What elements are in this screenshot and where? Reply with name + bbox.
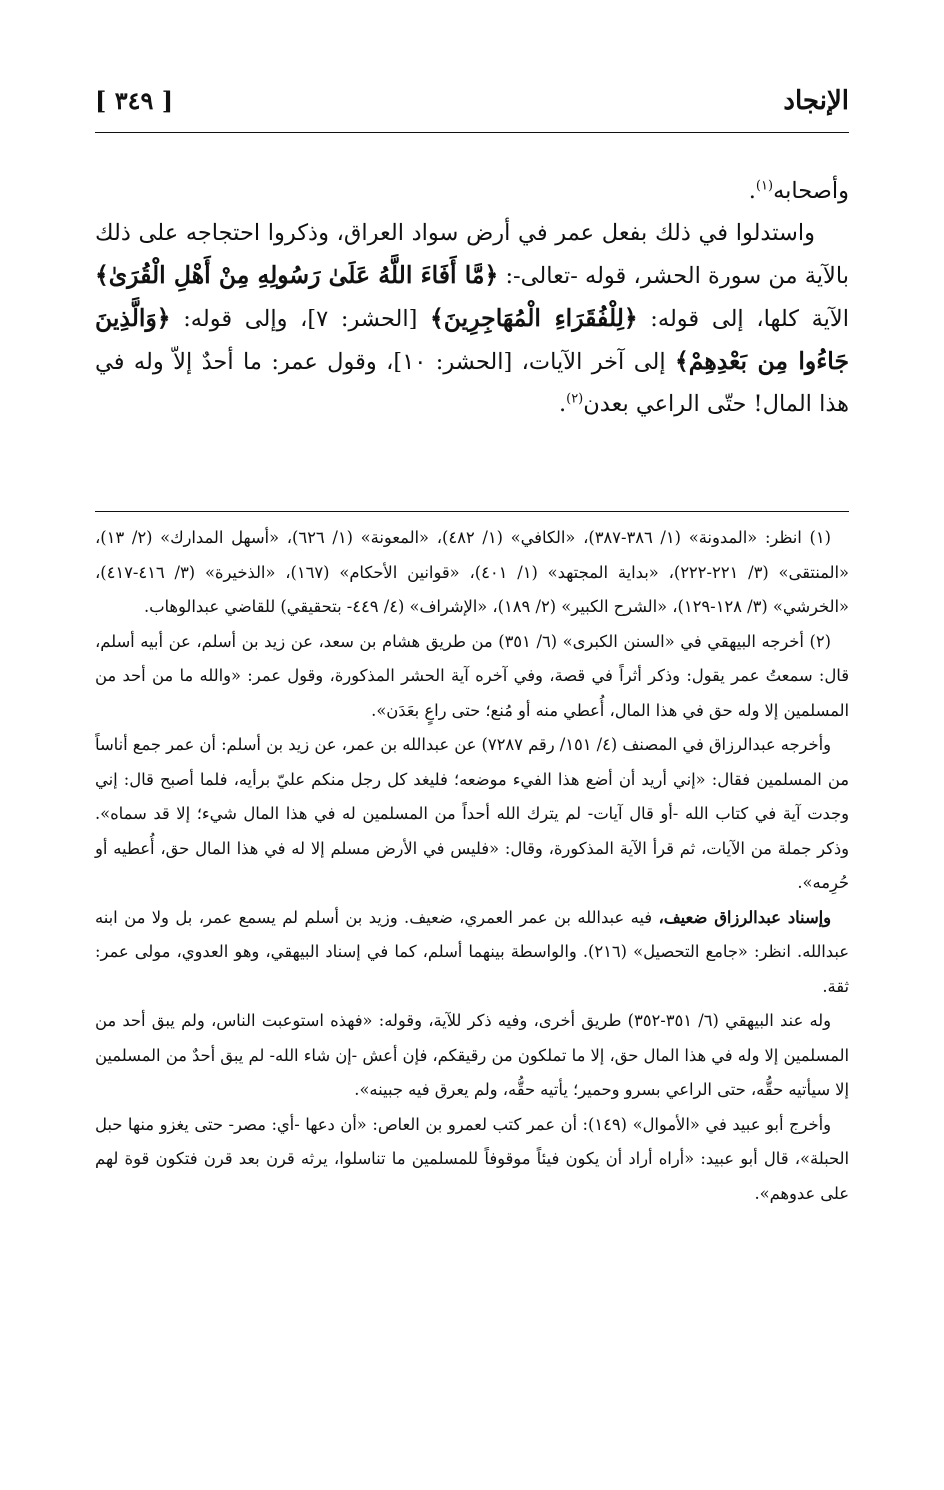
- page-title: الإنجاد: [783, 86, 849, 116]
- main-text-span: .: [558, 391, 567, 417]
- footnote-separator: [95, 511, 849, 512]
- footnote-2-paragraph: وله عند البيهقي (٦/ ٣٥١-٣٥٢) طريق أخرى، وفيه ذكر للآية، وقوله: «فهذه استوعبت الناس، ولم يبق أحد من المسلمين إلا وله في هذا المال حق، إلا ما تملكون من رقيقكم، فإن أعش -إن شاء الله- لم يبق أحدٌ من المسلمين إلا سيأتيه حقُّه، حتى الراعي بسرو وحمير؛ يأتيه حقُّه، ولم يعرق فيه جبينه».: [95, 1011, 849, 1099]
- footnote-2-paragraph: [95, 901, 849, 1005]
- main-paragraph-2: [95, 212, 849, 425]
- main-text-span: [الحشر: ٧]، وإلى قوله:: [170, 306, 430, 332]
- page-number: [ ٣٤٩ ]: [95, 86, 174, 115]
- footnote-2-paragraph: وأخرجه عبدالرزاق في المصنف (٤/ ١٥١/ رقم ٧٢٨٧) عن عبدالله بن عمر، عن زيد بن أسلم: أن عمر جمع أناساً من المسلمين فقال: «إني أريد أن أضع هذا الفيء موضعه؛ فليغد كل رجل منكم عليّ برأيه، فلما أصبح قال: إني وجدت آية في كتاب الله -أو قال آيات- لم يترك الله أحداً من المسلمين له في هذا المال شيء؛ إلا قد سماه». وذكر جملة من الآيات، ثم قرأ الآية المذكورة، وقال: «فليس في الأرض مسلم إلا له في هذا المال حق، أُعطيه أو حُرِمه».: [95, 735, 849, 892]
- main-text-span: واستدلوا في ذلك بفعل عمر في أرض سواد العراق، وذكروا احتجاجه على ذلك بالآية من سورة الحشر، قوله -تعالى-:: [95, 220, 850, 289]
- main-paragraph-1: [95, 170, 849, 212]
- main-text-span: .: [748, 178, 756, 204]
- main-text-span: وأصحابه: [773, 178, 849, 204]
- footnote-1: (١) انظر: «المدونة» (١/ ٣٨٦-٣٨٧)، «الكافي» (١/ ٤٨٢)، «المعونة» (١/ ٦٢٦)، «أسهل المدارك» (٢/ ١٣)، «المنتقى» (٣/ ٢٢١-٢٢٢)، «بداية المجتهد» (١/ ٤٠١)، «قوانين الأحكام» (١٦٧)، «الذخيرة» (٣/ ٤١٦-٤١٧)، «الخرشي» (٣/ ١٢٨-١٢٩)، «الشرح الكبير» (٢/ ١٨٩)، «الإشراف» (٤/ ٤٤٩- بتحقيقي) للقاضي عبدالوهاب.: [95, 528, 849, 616]
- quran-verse: ﴿وَالَّذِينَ جَاءُوا مِن بَعْدِهِمْ﴾: [95, 304, 849, 375]
- main-text-span: الآية كلها، إلى قوله:: [637, 306, 850, 332]
- running-header: [95, 78, 849, 133]
- footnote-ref-1[interactable]: (١): [755, 178, 774, 194]
- footnote-2-paragraph: (٢) أخرجه البيهقي في «السنن الكبرى» (٦/ ٣٥١) من طريق هشام بن سعد، عن زيد بن أسلم، عن أبيه أسلم، قال: سمعتُ عمر يقول: وذكر أثراً في قصة، وفي آخره آية الحشر المذكورة، وقول عمر: «والله ما من أحد من المسلمين إلا وله حق في هذا المال، أُعطي منه أو مُنع؛ حتى راعٍ بعَدَن».: [95, 631, 849, 720]
- main-text-span: إلى آخر الآيات، [الحشر: ١٠]، وقول عمر: ما أحدٌ إلاّ وله في هذا المال! حتّى الراعي بعدن: [95, 349, 849, 417]
- quran-verse: ﴿لِلْفُقَرَاءِ الْمُهَاجِرِينَ﴾: [430, 304, 638, 332]
- footnote-ref-2[interactable]: (٢): [566, 391, 584, 407]
- footnote-bold-text: وإسناد عبدالرزاق ضعيف،: [658, 907, 831, 927]
- quran-verse: ﴿مَّا أَفَاءَ اللَّهُ عَلَىٰ رَسُولِهِ مِنْ أَهْلِ الْقُرَىٰ﴾: [95, 261, 499, 289]
- footnote-2-paragraph: وأخرج أبو عبيد في «الأموال» (١٤٩): أن عمر كتب لعمرو بن العاص: «أن دعها -أي: مصر- حتى يغزو منها حبل الحبلة»، قال أبو عبيد: «أراه أراد أن يكون فيئاً موقوفاً للمسلمين ما تناسلوا، يرثه قرن بعد قرن فتكون قوة لهم على عدوهم».: [95, 1114, 849, 1203]
- footnotes: [95, 521, 849, 1211]
- footnote-text: فيه عبدالله بن عمر العمري، ضعيف. وزيد بن أسلم لم يسمع عمر، بل ولا من ابنه عبدالله. انظر: «جامع التحصيل» (٢١٦). والواسطة بينهما أسلم، كما في إسناد البيهقي، وهو العدوي، مولى عمر: ثقة.: [95, 907, 849, 996]
- main-text: [95, 170, 849, 425]
